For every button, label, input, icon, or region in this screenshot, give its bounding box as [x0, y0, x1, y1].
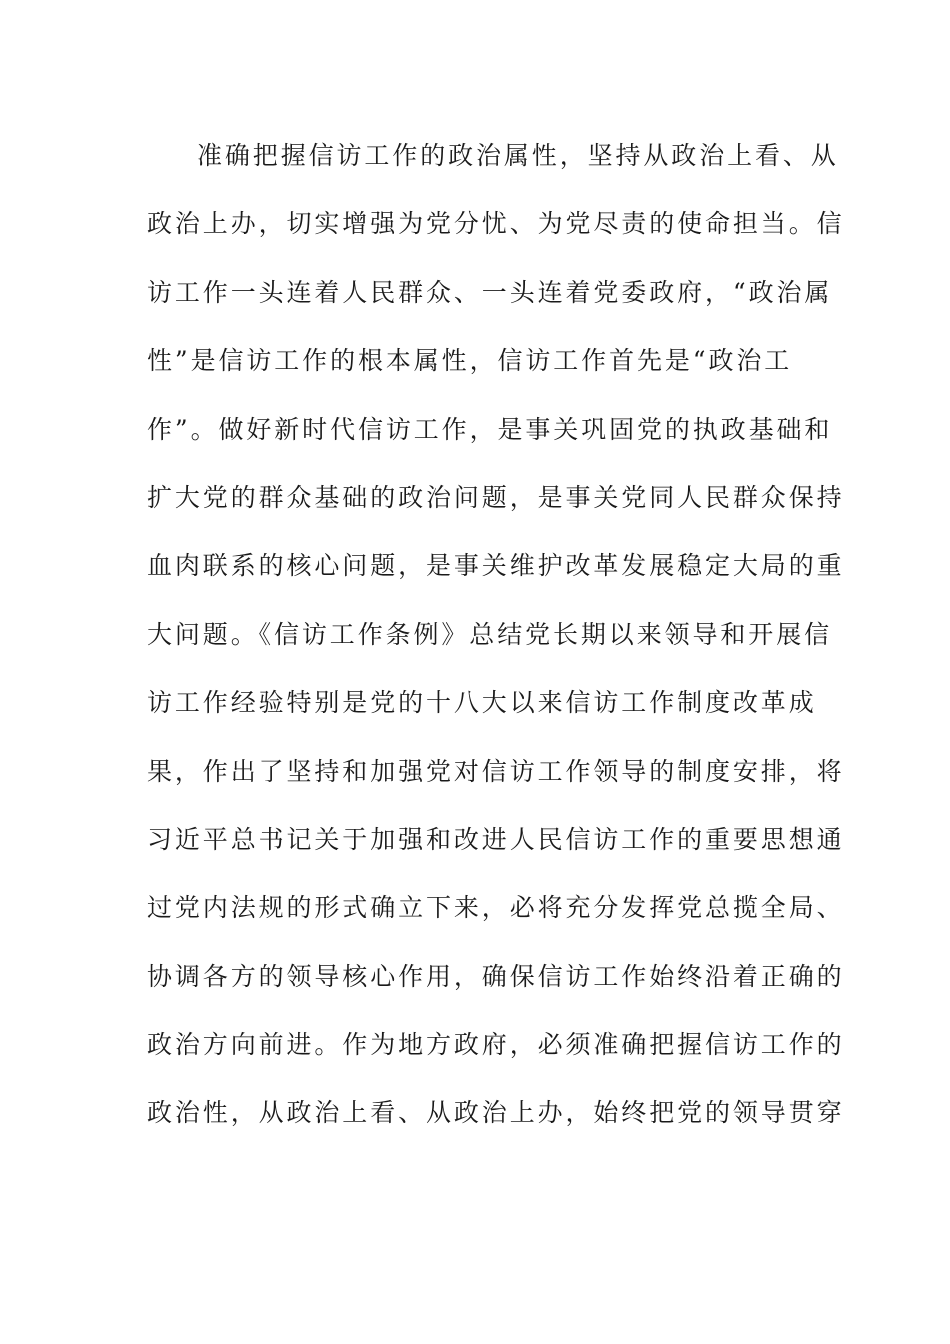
text-line: 果，作出了坚持和加强党对信访工作领导的制度安排，将 — [147, 756, 845, 786]
body-paragraph — [147, 122, 845, 1148]
text-line: 过党内法规的形式确立下来，必将充分发挥党总揽全局、 — [147, 893, 845, 923]
text-line: 政治上办，切实增强为党分忧、为党尽责的使命担当。信 — [147, 209, 845, 239]
text-line: 血肉联系的核心问题，是事关维护改革发展稳定大局的重 — [147, 551, 845, 581]
text-line: 准确把握信访工作的政治属性，坚持从政治上看、从 — [197, 141, 839, 170]
text-line: 作”。做好新时代信访工作，是事关巩固党的执政基础和 — [147, 414, 833, 444]
text-line: 大问题。《信访工作条例》总结党长期以来领导和开展信 — [147, 619, 833, 649]
text-line: 政治性，从政治上看、从政治上办，始终把党的领导贯穿 — [147, 1098, 845, 1128]
text-line: 访工作一头连着人民群众、一头连着党委政府，“政治属 — [147, 277, 833, 307]
text-line: 政治方向前进。作为地方政府，必须准确把握信访工作的 — [147, 1030, 845, 1060]
text-line: 性”是信访工作的根本属性，信访工作首先是“政治工 — [147, 346, 793, 376]
text-line: 习近平总书记关于加强和改进人民信访工作的重要思想通 — [147, 824, 845, 854]
text-line: 扩大党的群众基础的政治问题，是事关党同人民群众保持 — [147, 482, 845, 512]
text-line: 访工作经验特别是党的十八大以来信访工作制度改革成 — [147, 688, 817, 718]
text-line: 协调各方的领导核心作用，确保信访工作始终沿着正确的 — [147, 961, 845, 991]
